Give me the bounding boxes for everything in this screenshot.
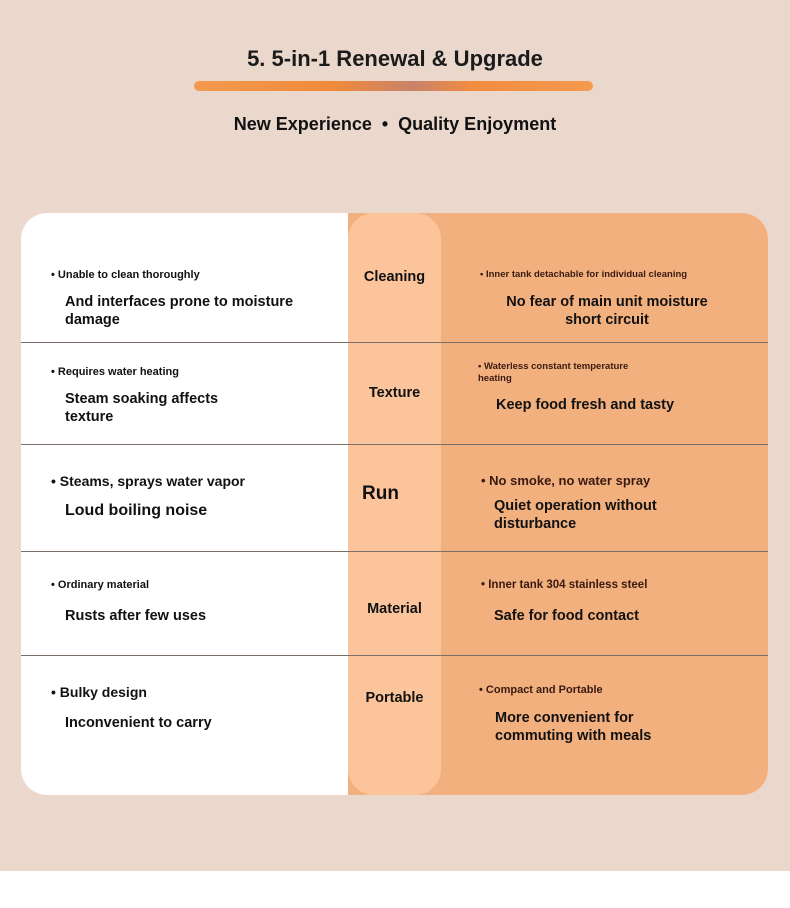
new-point-heading: • No smoke, no water spray bbox=[481, 473, 651, 488]
subtitle-separator: • bbox=[381, 114, 389, 134]
old-point-detail: Rusts after few uses bbox=[65, 608, 207, 624]
page-subtitle bbox=[0, 114, 790, 135]
old-point-detail: Loud boiling noise bbox=[65, 502, 208, 519]
new-point-heading: • Inner tank 304 stainless steel bbox=[481, 579, 648, 591]
new-point-detail: Quiet operation without disturbance bbox=[494, 498, 657, 532]
new-point-detail: Keep food fresh and tasty bbox=[496, 397, 675, 413]
title-underline-bar bbox=[194, 81, 593, 91]
comparison-card bbox=[21, 213, 768, 795]
category-label: Material bbox=[367, 601, 422, 617]
comparison-row-texture bbox=[21, 343, 768, 444]
new-point-detail: No fear of main unit moisture short circuit bbox=[506, 294, 708, 328]
page-title: 5. 5-in-1 Renewal & Upgrade bbox=[247, 46, 543, 71]
old-point-heading: • Unable to clean thoroughly bbox=[51, 269, 200, 281]
old-point-heading: • Steams, sprays water vapor bbox=[51, 473, 245, 489]
old-point-detail: And interfaces prone to moisture damage bbox=[65, 294, 294, 328]
new-point-detail: More convenient for commuting with meals bbox=[495, 710, 652, 744]
old-point-heading: • Bulky design bbox=[51, 684, 147, 700]
subtitle-right: Quality Enjoyment bbox=[398, 114, 557, 134]
old-point-heading: • Ordinary material bbox=[51, 579, 150, 591]
old-point-detail: Steam soaking affects texture bbox=[65, 391, 219, 425]
new-point-heading: • Waterless constant temperature heating bbox=[478, 361, 629, 384]
comparison-row-material bbox=[21, 552, 768, 655]
comparison-row-run bbox=[21, 445, 768, 551]
old-point-heading: • Requires water heating bbox=[51, 366, 179, 378]
new-point-heading: • Compact and Portable bbox=[479, 684, 603, 696]
subtitle-left: New Experience bbox=[233, 114, 372, 134]
new-point-detail: Safe for food contact bbox=[494, 608, 640, 624]
category-label: Portable bbox=[365, 690, 424, 706]
old-point-detail: Inconvenient to carry bbox=[65, 715, 212, 731]
comparison-row-cleaning bbox=[21, 213, 768, 342]
category-label: Cleaning bbox=[363, 269, 426, 285]
new-point-heading: • Inner tank detachable for individual cleaning bbox=[480, 269, 688, 280]
category-label: Run bbox=[362, 483, 399, 504]
comparison-row-portable bbox=[21, 656, 768, 795]
category-label: Texture bbox=[368, 385, 421, 401]
